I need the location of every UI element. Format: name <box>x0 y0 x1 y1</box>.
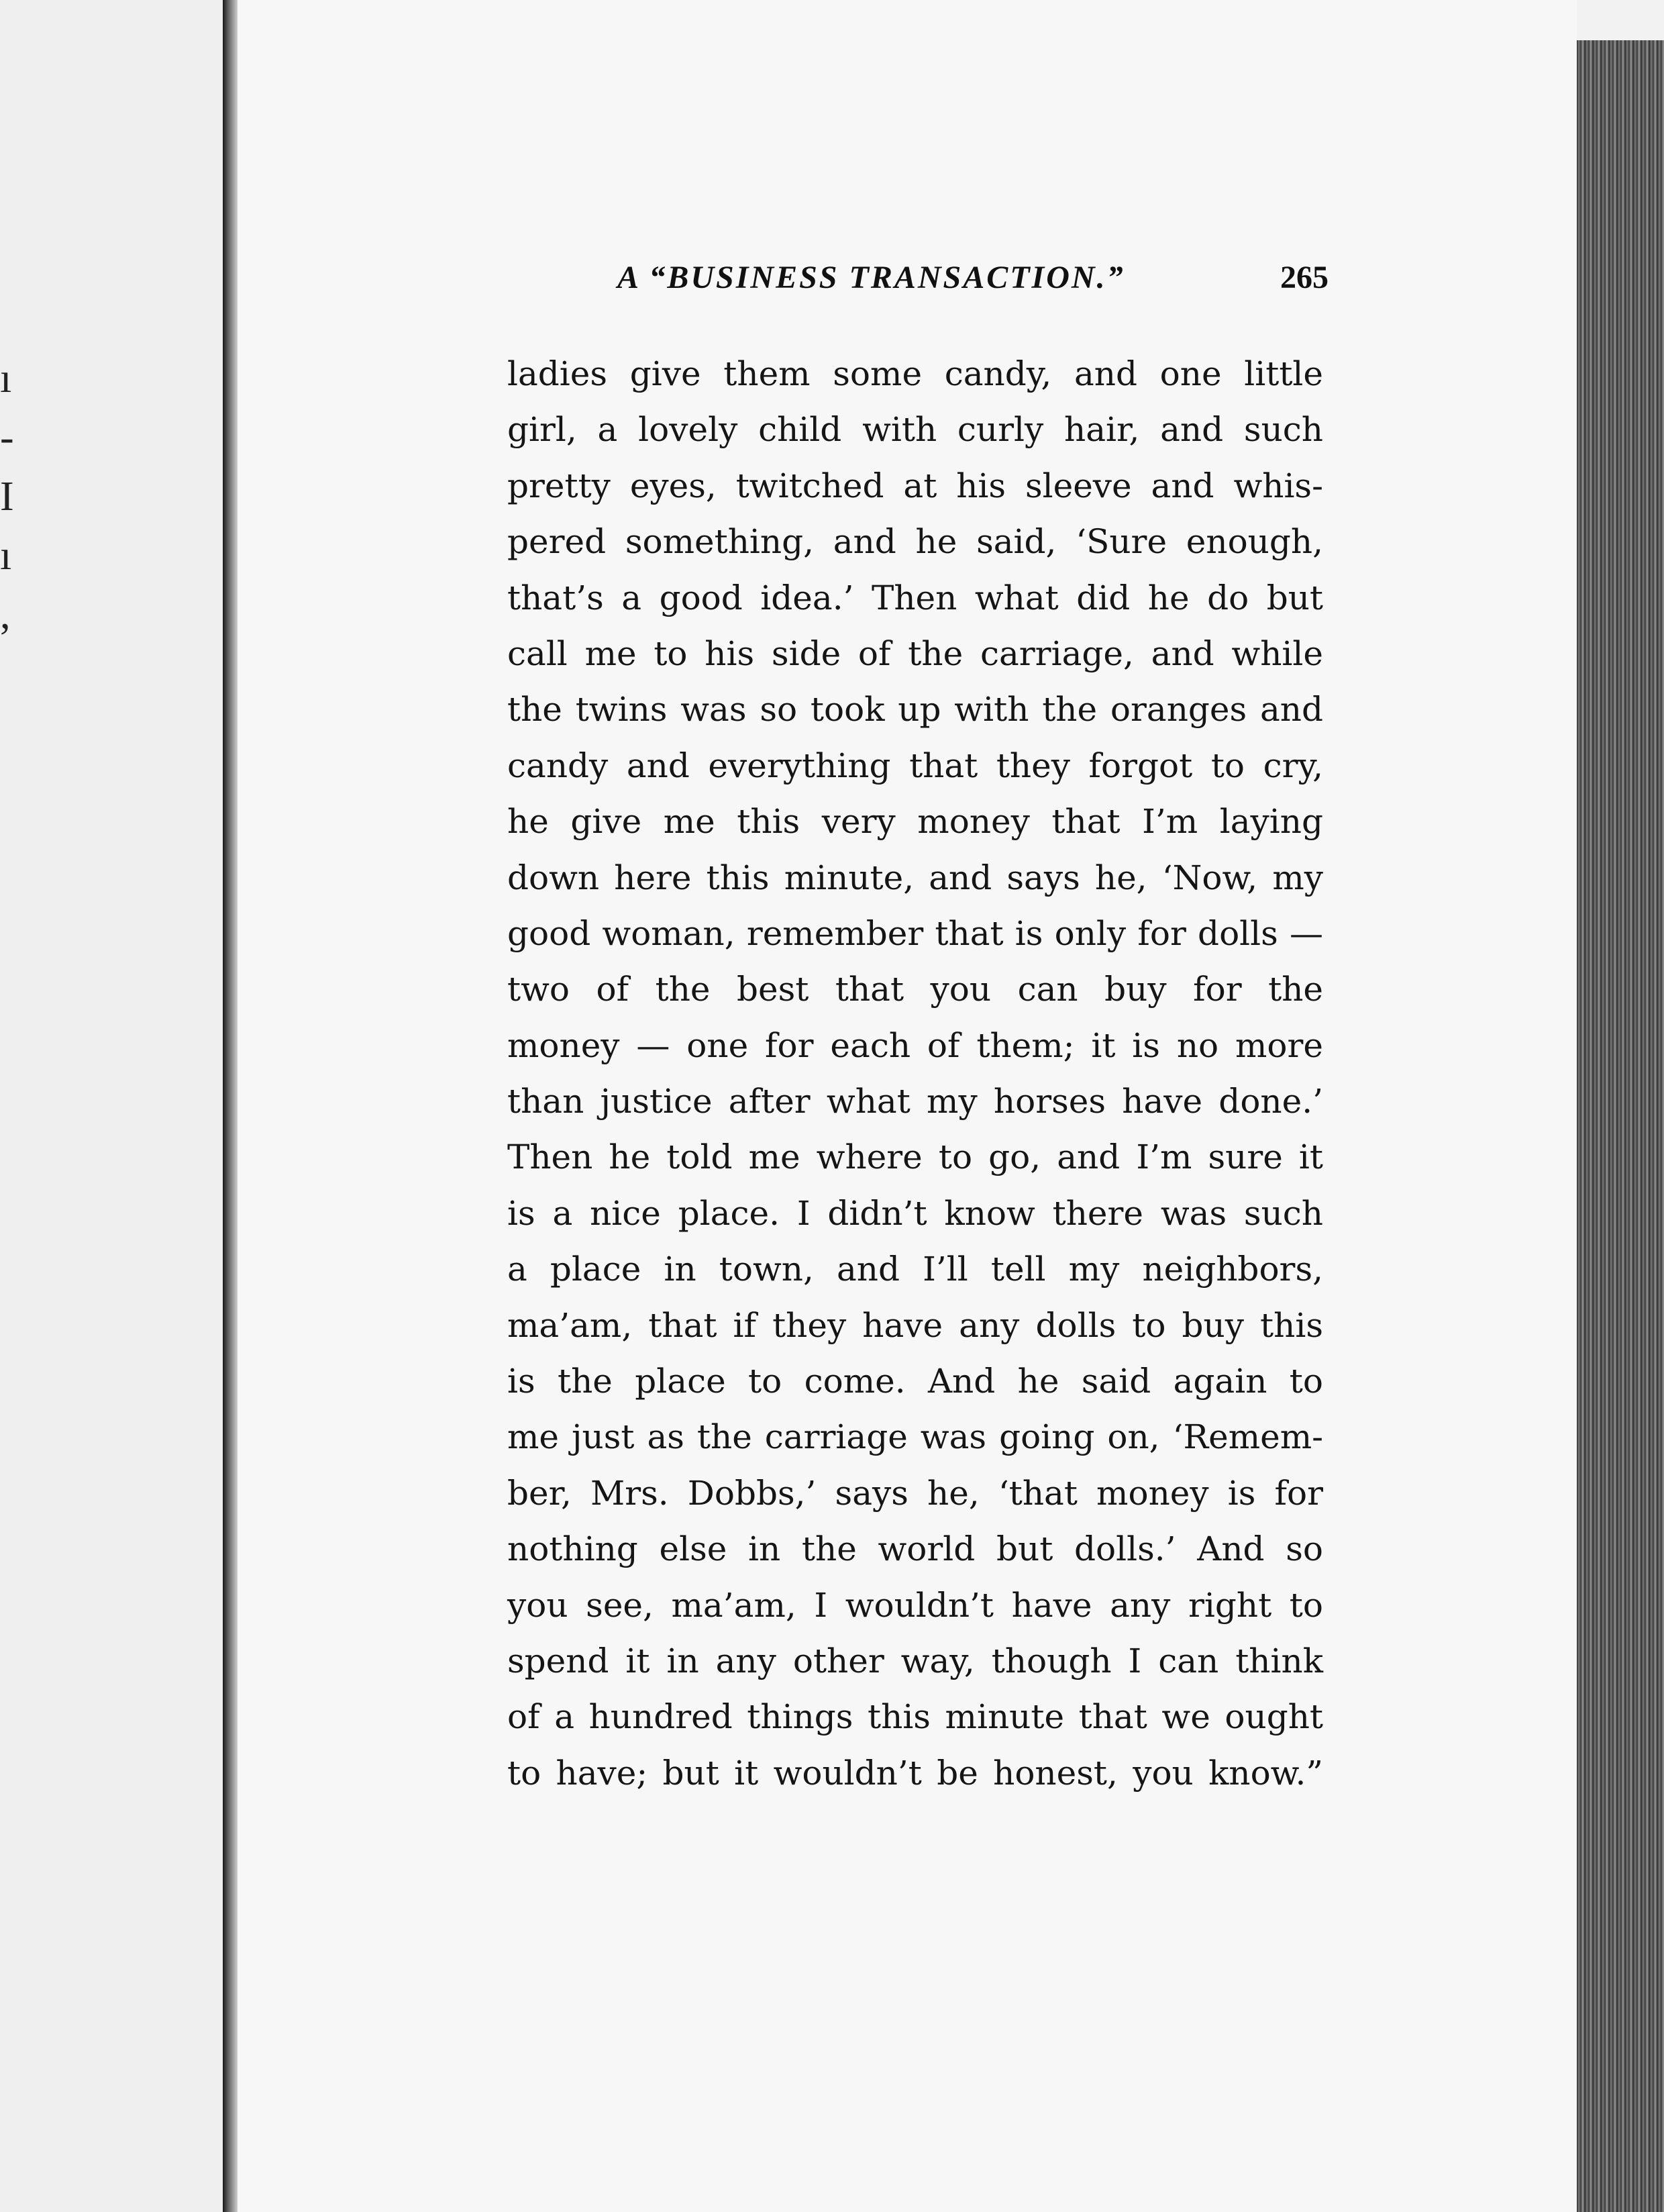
text-line: good woman, remember that is only for dolls — <box>507 913 1323 953</box>
text-line: the twins was so took up with the oranges and <box>507 690 1323 730</box>
text-line: money — one for each of them; it is no more <box>507 1025 1323 1065</box>
text-line: pered something, and he said, ‘Sure enough, <box>507 522 1323 562</box>
text-line: call me to his side of the carriage, and while <box>507 634 1323 673</box>
text-line: spend it in any other way, though I can think <box>507 1641 1323 1680</box>
text-line: ma’am, that if they have any dolls to buy this <box>507 1305 1323 1345</box>
running-head <box>617 259 1329 306</box>
running-title: A “BUSINESS TRANSACTION.” <box>617 260 1125 295</box>
page-block-edge <box>1577 40 1664 2212</box>
text-line: two of the best that you can buy for the <box>507 970 1323 1009</box>
text-line: you see, ma’am, I wouldn’t have any right to <box>507 1585 1323 1625</box>
text-line: ladies give them some candy, and one little <box>507 354 1323 393</box>
text-line: Then he told me where to go, and I’m sure it <box>507 1138 1323 1177</box>
edge-mark: - <box>0 415 14 460</box>
previous-page-edge-text <box>0 349 20 644</box>
edge-mark: I <box>0 474 14 519</box>
text-line: that’s a good idea.’ Then what did he do but <box>507 578 1323 617</box>
text-line: girl, a lovely child with curly hair, and such <box>507 410 1323 450</box>
text-line: ber, Mrs. Dobbs,’ says he, ‘that money is for <box>507 1473 1323 1513</box>
previous-page-fragment <box>0 0 223 2212</box>
text-line: a place in town, and I’ll tell my neighbors, <box>507 1250 1323 1289</box>
body-text <box>507 346 1323 1801</box>
edge-mark: , <box>0 592 11 638</box>
text-line: than justice after what my horses have done.’ <box>507 1082 1323 1121</box>
text-line: he give me this very money that I’m laying <box>507 802 1323 842</box>
page-number: 265 <box>1280 260 1329 295</box>
edge-mark: ı <box>0 533 12 579</box>
text-line: down here this minute, and says he, ‘Now, my <box>507 858 1323 897</box>
text-line: candy and everything that they forgot to cry, <box>507 746 1323 785</box>
text-line: nothing else in the world but dolls.’ And so <box>507 1529 1323 1569</box>
text-line: is the place to come. And he said again to <box>507 1362 1323 1401</box>
text-line: is a nice place. I didn’t know there was such <box>507 1193 1323 1233</box>
page-edge-top <box>1577 0 1664 40</box>
text-line: of a hundred things this minute that we ought <box>507 1697 1323 1737</box>
text-line: me just as the carriage was going on, ‘Remem- <box>507 1417 1323 1457</box>
edge-mark: ı <box>0 356 12 401</box>
book-gutter <box>223 0 238 2212</box>
text-line: to have; but it wouldn’t be honest, you know.” <box>507 1753 1323 1793</box>
text-line: pretty eyes, twitched at his sleeve and whis- <box>507 466 1323 505</box>
